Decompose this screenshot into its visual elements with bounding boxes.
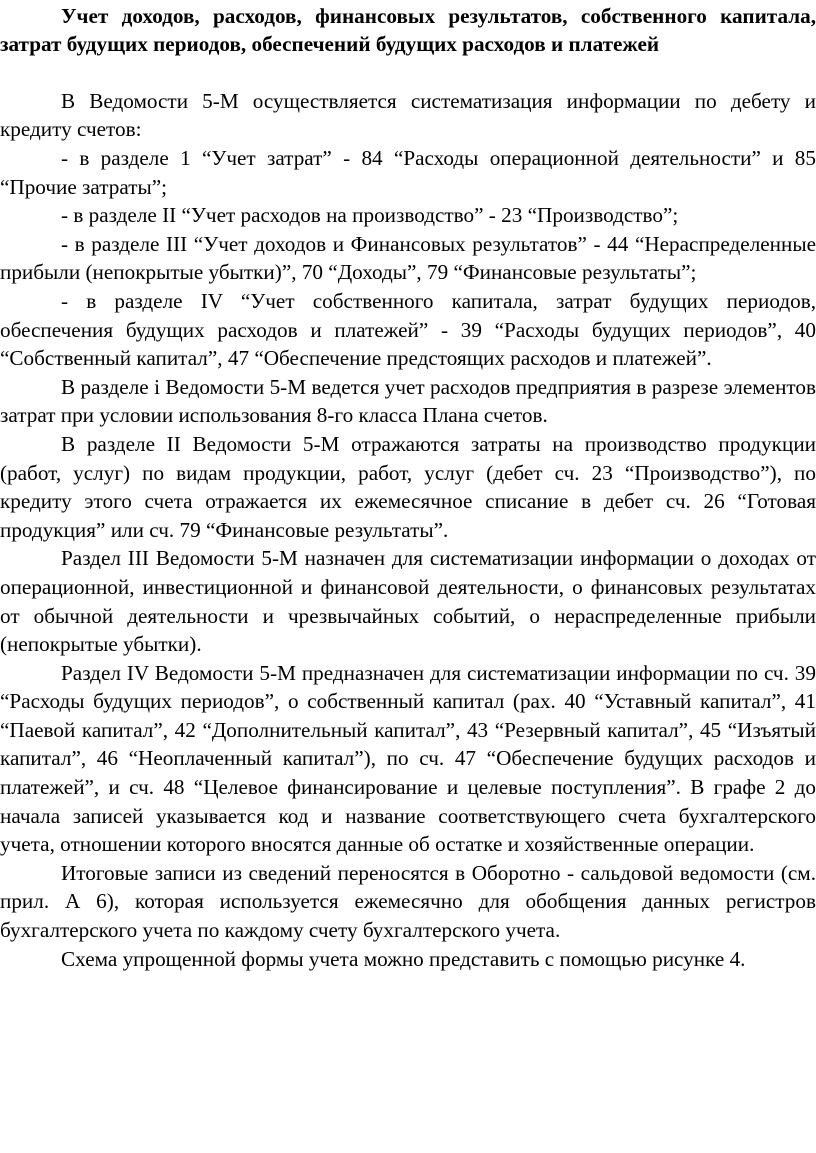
paragraph-figure-reference: Схема упрощенной формы учета можно представить с помощью рисунке 4. — [61, 946, 746, 971]
paragraph-section-3: Раздел III Ведомости 5-М назначен для систематизации информации о доходах от операционной, инвестиционной и финансовой деятельности, о финансовых результатах от обычной деятельности и чрезвычайных событий, о нераспределенные прибыли (непокрытые убытки). — [0, 546, 816, 657]
paragraph-intro: В Ведомости 5-М осуществляется систематизация информации по дебету и кредиту счетов: — [0, 88, 816, 142]
paragraph-section-2: В разделе II Ведомости 5-М отражаются затраты на производство продукции (работ, услуг) по видам продукции, работ, услуг (дебет сч. 23 “Производство”), по кредиту этого счета отражается их ежемесячное списание в дебет сч. 26 “Готовая продукция” или сч. 79 “Финансовые результаты”. — [0, 431, 816, 542]
paragraph-summary-records: Итоговые записи из сведений переносятся в Оборотно - сальдовой ведомости (см. прил. А 6), которая используется ежемесячно для обобщения данных регистров бухгалтерского учета по каждому счету бухгалтерского учета. — [0, 860, 816, 943]
paragraph-section-1: В разделе і Ведомости 5-М ведется учет расходов предприятия в разрезе элементов затрат при условии использования 8-го класса Плана счетов. — [0, 374, 816, 428]
paragraph-section-4: Раздел IV Ведомости 5-М предназначен для систематизации информации по сч. 39 “Расходы будущих периодов”, о собственный капитал (рах. 40 “Уставный капитал”, 41 “Паевой капитал”, 42 “Дополнительный капитал”, 43 “Резервный капитал”, 45 “Изъятый капитал”, 46 “Неоплаченный капитал”), по сч. 47 “Обеспечение будущих расходов и платежей”, и сч. 48 “Целевое финансирование и целевые поступления”. В графе 2 до начала записей указывается код и название соответствующего счета бухгалтерского учета, отношении которого вносятся данные об остатке и хозяйственные операции. — [0, 660, 816, 857]
list-item-section-2: - в разделе II “Учет расходов на производство” - 23 “Производство”; — [61, 203, 679, 228]
list-item-section-1: - в разделе 1 “Учет затрат” - 84 “Расходы операционной деятельности” и 85 “Прочие затраты”; — [0, 146, 816, 199]
list-item-section-3: - в разделе III “Учет доходов и Финансовых результатов” - 44 “Нераспределенные прибыли (непокрытые убытки)”, 70 “Доходы”, 79 “Финансовые результаты”; — [0, 231, 816, 285]
list-item-section-4: - в разделе IV “Учет собственного капитала, затрат будущих периодов, обеспечения будущих расходов и платежей” - 39 “Расходы будущих периодов”, 40 “Собственный капитал”, 47 “Обеспечение предстоящих расходов и платежей”. — [0, 288, 816, 371]
section-heading: Учет доходов, расходов, финансовых результатов, собственного капитала, затрат будущих периодов, обеспечений будущих расходов и платежей — [0, 4, 816, 57]
